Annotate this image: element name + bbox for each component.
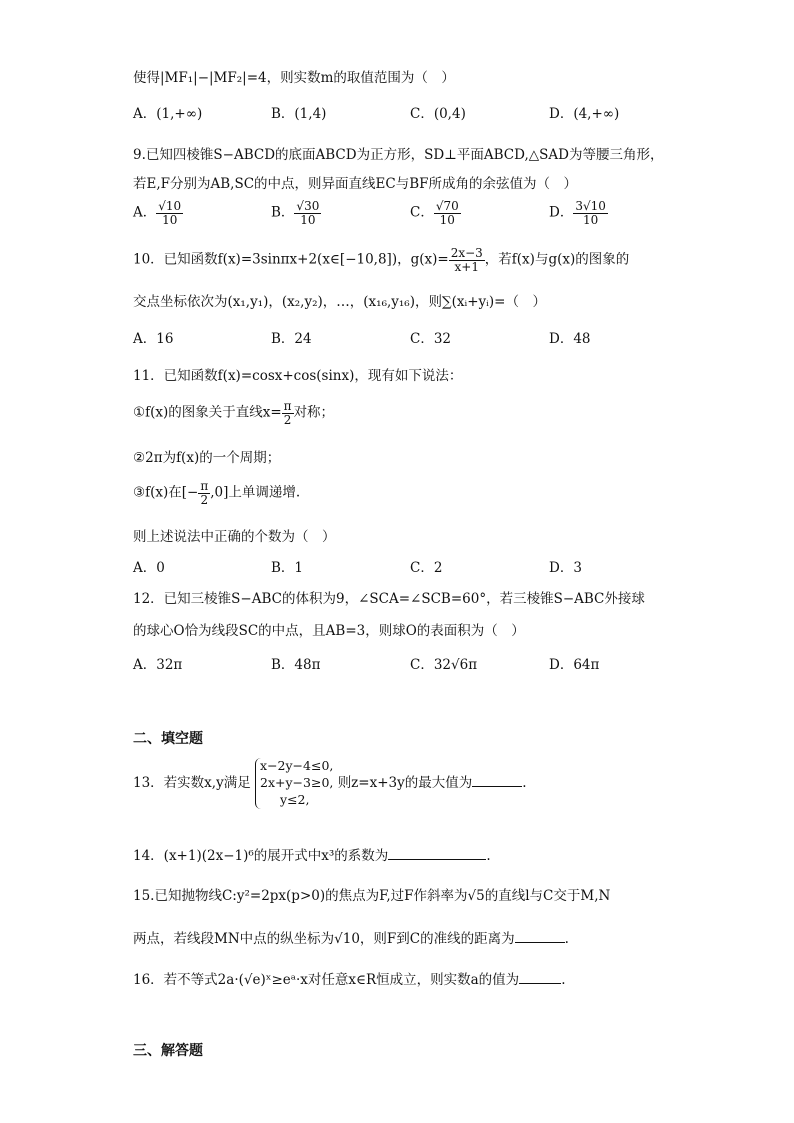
q11-s3-den: 2	[200, 492, 209, 507]
q11-s1-den: 2	[283, 412, 292, 427]
q10-frac-num: 2x−3	[450, 246, 483, 260]
q13-post: 则z=x+3y的最大值为	[337, 774, 473, 791]
section-fill-in: 二、填空题	[133, 731, 203, 747]
q14-end: .	[486, 848, 491, 864]
q9-option-a	[133, 200, 183, 226]
q13-constraint-2: 2x+y−3≥0,	[260, 774, 334, 790]
q10-line-1	[133, 247, 629, 273]
q8-option-c: C．(0,4)	[410, 106, 466, 122]
q10-frac-den: x+1	[454, 259, 479, 274]
q10-option-b: B．24	[271, 331, 312, 347]
q10-option-d: D．48	[549, 331, 591, 347]
q9-option-d	[549, 200, 608, 226]
q16-end: .	[561, 972, 566, 988]
q11-line-1: 11．已知函数f(x)=cosx+cos(sinx)，现有如下说法：	[133, 368, 463, 384]
q9-option-c	[410, 200, 461, 226]
q10-option-a: A．16	[133, 331, 174, 347]
q13-pre: 13．若实数x,y满足	[133, 774, 251, 791]
q11-s3-num: π	[200, 479, 209, 493]
q11-s3-b: ,0]上单调递增.	[210, 484, 301, 501]
q14-answer-blank	[388, 847, 486, 860]
q10-option-c: C．32	[410, 331, 452, 347]
q8-option-a: A．(1,+∞)	[133, 106, 203, 122]
q11-s1-num: π	[283, 399, 292, 413]
q15-line-2-text: 两点，若线段MN中点的纵坐标为√10，则F到C的准线的距离为	[133, 931, 515, 947]
q11-s3-a: ③f(x)在[−	[133, 484, 199, 501]
q12-option-c: C．32√6π	[410, 657, 478, 673]
q12-line-1: 12．已知三棱锥S−ABC的体积为9，∠SCA=∠SCB=60°，若三棱锥S−ABC外接球	[133, 591, 645, 607]
q9-option-a-num: √10	[158, 199, 182, 213]
q9-option-b-num: √30	[296, 199, 320, 213]
q10-line-1-a: 10．已知函数f(x)=3sinπx+2(x∈[−10,8])，g(x)=	[133, 251, 449, 268]
q15-answer-blank	[515, 930, 565, 943]
q16-answer-blank	[519, 971, 561, 984]
q11-statement-3	[133, 480, 300, 506]
q8-option-b: B．(1,4)	[271, 106, 327, 122]
q12-line-2: 的球心O恰为线段SC的中点，且AB=3，则球O的表面积为（ ）	[133, 623, 525, 639]
q9-option-d-num: 3√10	[575, 199, 606, 213]
q11-statement-2: ②2π为f(x)的一个周期；	[133, 450, 281, 466]
q11-option-d: D．3	[549, 560, 582, 576]
q11-option-c: C．2	[410, 560, 443, 576]
q12-option-b: B．48π	[271, 657, 321, 673]
q13-constraint-3: y≤2,	[280, 791, 310, 807]
q11-option-b: B．1	[271, 560, 304, 576]
q8-option-d: D．(4,+∞)	[549, 106, 620, 122]
q15-line-1: 15.已知抛物线C:y²=2px(p>0)的焦点为F,过F作斜率为√5的直线l与C交于M,N	[133, 888, 611, 904]
q15-line-2	[133, 927, 569, 947]
q11-s1-a: ①f(x)的图象关于直线x=	[133, 404, 282, 421]
q13-constraint-1: x−2y−4≤0,	[260, 758, 334, 773]
section-solutions: 三、解答题	[133, 1043, 203, 1059]
q9-option-c-num: √70	[435, 199, 459, 213]
q9-option-b	[271, 200, 321, 226]
q11-ask: 则上述说法中正确的个数为（ ）	[133, 529, 336, 545]
q9-option-a-den: 10	[162, 212, 178, 227]
q10-line-1-b: ，若f(x)与g(x)的图象的	[484, 251, 630, 268]
q9-option-d-label: D．	[549, 204, 574, 221]
q13-end: .	[522, 774, 527, 791]
q11-statement-1	[133, 400, 334, 426]
q11-option-a: A．0	[133, 560, 165, 576]
q13-answer-blank	[472, 774, 522, 787]
q9-option-b-den: 10	[300, 212, 316, 227]
q9-option-c-label: C．	[410, 204, 434, 221]
q8-continuation: 使得|MF₁|−|MF₂|=4，则实数m的取值范围为（ ）	[133, 70, 455, 86]
q9-option-d-den: 10	[582, 212, 599, 227]
q9-option-b-label: B．	[271, 204, 295, 221]
q9-option-a-label: A．	[133, 204, 157, 221]
q14	[133, 844, 491, 864]
q13-constraint-system	[255, 758, 333, 809]
q13	[133, 758, 527, 809]
q15-end: .	[564, 931, 569, 947]
q11-s1-b: 对称；	[293, 404, 335, 421]
q9-option-c-den: 10	[439, 212, 455, 227]
q16-text: 16．若不等式2a·(√e)ˣ≥eᵃ·x对任意x∈R恒成立，则实数a的值为	[133, 972, 520, 988]
q12-option-d: D．64π	[549, 657, 600, 673]
q9-line-2: 若E,F分别为AB,SC的中点，则异面直线EC与BF所成角的余弦值为（ ）	[133, 176, 578, 192]
q16	[133, 968, 565, 988]
q10-line-2: 交点坐标依次为(x₁,y₁)，(x₂,y₂)，…，(x₁₆,y₁₆)，则∑(xᵢ+yᵢ)=（ ）	[133, 294, 546, 310]
q14-text: 14．(x+1)(2x−1)⁶的展开式中x³的系数为	[133, 848, 389, 864]
q12-option-a: A．32π	[133, 657, 183, 673]
q9-line-1: 9.已知四棱锥S−ABCD的底面ABCD为正方形，SD⊥平面ABCD,△SAD为等腰三角形，	[133, 147, 664, 163]
